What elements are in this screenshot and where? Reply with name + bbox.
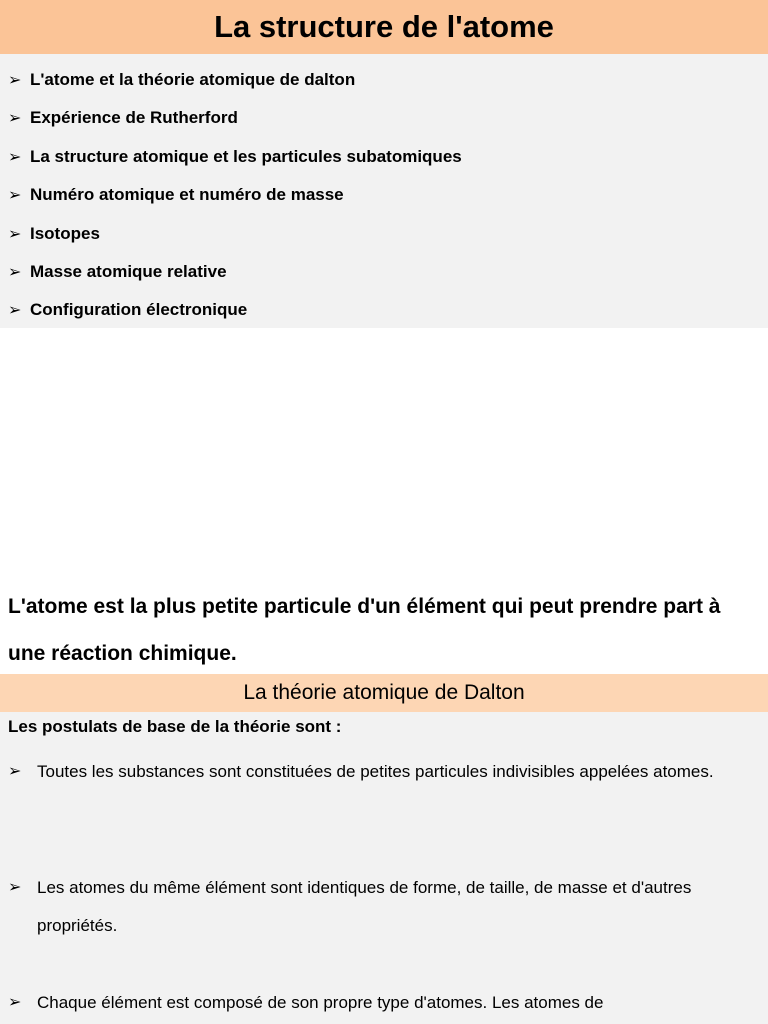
toc-item-dalton	[8, 68, 355, 92]
arrow-bullet-icon: ➢	[8, 187, 22, 204]
arrow-bullet-icon: ➢	[8, 110, 22, 127]
arrow-bullet-icon: ➢	[8, 763, 22, 780]
section-title: La théorie atomique de Dalton	[243, 681, 525, 704]
postulat-item	[8, 753, 748, 791]
atom-definition: L'atome est la plus petite particule d'un élément qui peut prendre part à une réaction chimique.	[8, 595, 721, 665]
postulats-lead: Les postulats de base de la théorie sont :	[8, 717, 342, 736]
postulat-text: Toutes les substances sont constituées de petites particules indivisibles appelées atomes.	[37, 762, 714, 781]
toc-item-label: La structure atomique et les particules subatomiques	[30, 147, 462, 166]
arrow-bullet-icon: ➢	[8, 302, 22, 319]
toc-item-label: Isotopes	[30, 224, 100, 243]
postulats-box	[0, 712, 768, 1024]
arrow-bullet-icon: ➢	[8, 149, 22, 166]
toc-item-isotopes	[8, 222, 100, 246]
toc-item-structure	[8, 145, 462, 169]
toc-item-label: Configuration électronique	[30, 300, 248, 319]
toc-item-masse	[8, 260, 227, 284]
toc-item-label: Numéro atomique et numéro de masse	[30, 185, 344, 204]
page-title: La structure de l'atome	[214, 9, 554, 44]
postulat-text: Chaque élément est composé de son propre type d'atomes. Les atomes de	[37, 993, 604, 1012]
arrow-bullet-icon: ➢	[8, 72, 22, 89]
arrow-bullet-icon: ➢	[8, 994, 22, 1011]
postulat-text: Les atomes du même élément sont identiques de forme, de taille, de masse et d'autres propriétés.	[37, 878, 692, 935]
arrow-bullet-icon: ➢	[8, 879, 22, 896]
toc-item-configuration	[8, 298, 247, 322]
toc-item-label: Expérience de Rutherford	[30, 108, 238, 127]
toc-item-rutherford	[8, 106, 238, 130]
title-banner	[0, 0, 768, 54]
table-of-contents	[0, 54, 768, 328]
toc-item-label: L'atome et la théorie atomique de dalton	[30, 70, 356, 89]
postulat-item	[8, 984, 748, 1022]
postulat-item	[8, 869, 748, 945]
section-header	[0, 674, 768, 712]
arrow-bullet-icon: ➢	[8, 226, 22, 243]
toc-item-numero	[8, 183, 344, 207]
arrow-bullet-icon: ➢	[8, 264, 22, 281]
toc-item-label: Masse atomique relative	[30, 262, 227, 281]
